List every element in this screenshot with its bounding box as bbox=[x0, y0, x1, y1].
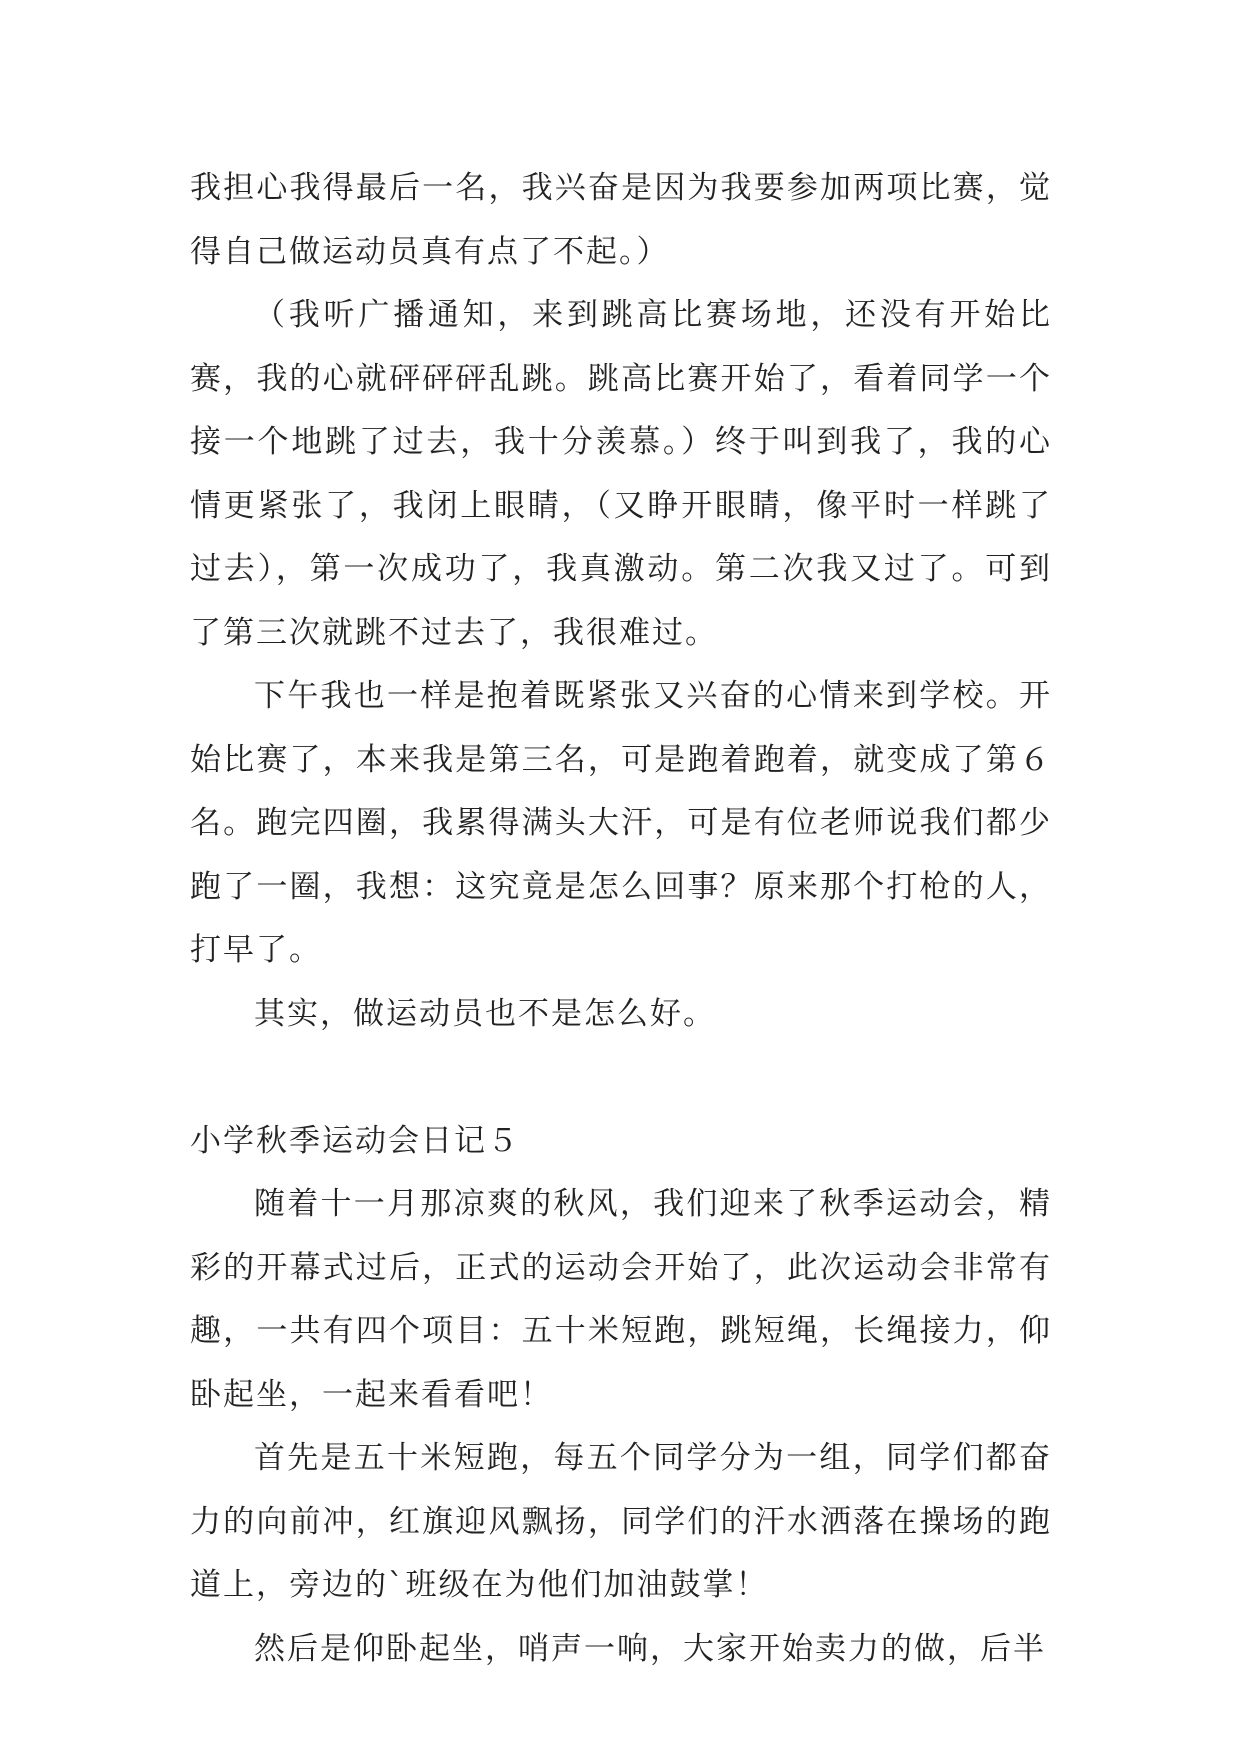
paragraph-intro: 随着十一月那凉爽的秋风，我们迎来了秋季运动会，精彩的开幕式过后，正式的运动会开始了，此次运动会非常有趣，一共有四个项目：五十米短跑，跳短绳，长绳接力，仰卧起坐，一起来看看吧！ bbox=[190, 1186, 1052, 1413]
paragraph-situps: 然后是仰卧起坐，哨声一响，大家开始卖力的做，后半 bbox=[254, 1630, 1046, 1667]
paragraph-conclusion: 其实，做运动员也不是怎么好。 bbox=[254, 995, 716, 1032]
section-heading: 小学秋季运动会日记５ bbox=[190, 1122, 520, 1159]
document-body bbox=[190, 157, 1052, 1681]
paragraph-sprint: 首先是五十米短跑，每五个同学分为一组，同学们都奋力的向前冲，红旗迎风飘扬，同学们的汗水洒落在操场的跑道上，旁边的`班级在为他们加油鼓掌！ bbox=[190, 1440, 1052, 1603]
paragraph-continued: 我担心我得最后一名，我兴奋是因为我要参加两项比赛，觉得自己做运动员真有点了不起。） bbox=[190, 170, 1052, 270]
paragraph-high-jump: （我听广播通知，来到跳高比赛场地，还没有开始比赛，我的心就砰砰砰乱跳。跳高比赛开始了，看着同学一个接一个地跳了过去，我十分羡慕。）终于叫到我了，我的心情更紧张了，我闭上眼睛，（又睁开眼睛，像平时一样跳了过去），第一次成功了，我真激动。第二次我又过了。可到了第三次就跳不过去了，我很难过。 bbox=[190, 297, 1052, 651]
paragraph-afternoon-race: 下午我也一样是抱着既紧张又兴奋的心情来到学校。开始比赛了，本来我是第三名，可是跑着跑着，就变成了第６名。跑完四圈，我累得满头大汗，可是有位老师说我们都少跑了一圈，我想：这究竟是怎么回事？原来那个打枪的人，打早了。 bbox=[190, 678, 1052, 968]
